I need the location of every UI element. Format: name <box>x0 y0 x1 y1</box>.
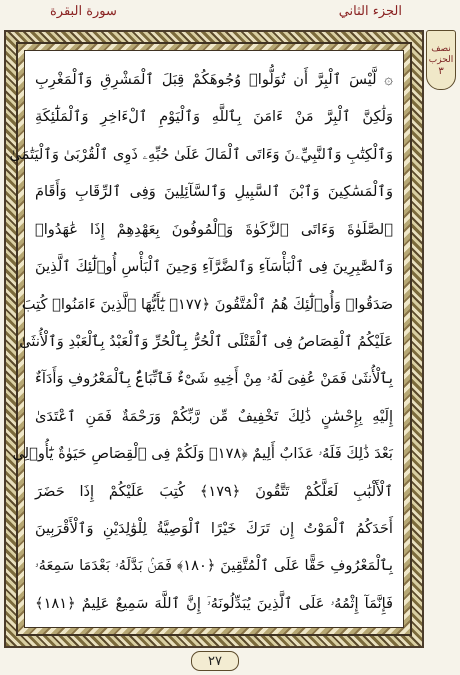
verse-line: بِٱلْأُنثَىٰ فَمَنْ عُفِىَ لَهُۥ مِنْ أَخِيهِ شَىْءٌ فَٱتِّبَاعٌۢ بِٱلْمَعْرُوفِ وَأَدَآءٌ <box>35 370 393 388</box>
verse-line: بَعْدَ ذَٰلِكَ فَلَهُۥ عَذَابٌ أَلِيمٌ ﴿١٧٨﴾ وَلَكُمْ فِى ٱلْقِصَاصِ حَيَوٰةٌ يَٰٓأُو۟لِى <box>12 445 393 463</box>
page-header <box>40 0 420 28</box>
hizb-marker-line2: الحزب <box>428 54 454 65</box>
verse-line: صَدَقُوا۟ وَأُو۟لَٰٓئِكَ هُمُ ٱلْمُتَّقُونَ ﴿١٧٧﴾ يَٰٓأَيُّهَا ٱلَّذِينَ ءَامَنُوا۟ كُتِبَ <box>21 295 393 313</box>
page-footer <box>0 650 430 672</box>
verse-line: ٱلصَّلَوٰةَ وَءَاتَى ٱلزَّكَوٰةَ وَٱلْمُوفُونَ بِعَهْدِهِمْ إِذَا عَٰهَدُوا۟ <box>35 220 393 238</box>
verse-line: ٱلْأَلْبَٰبِ لَعَلَّكُمْ تَتَّقُونَ ﴿١٧٩﴾ كُتِبَ عَلَيْكُمْ إِذَا حَضَرَ <box>35 482 394 500</box>
juz-title: الجزء الثاني <box>338 4 402 19</box>
surah-title: سورة البقرة <box>50 4 117 19</box>
verse-line: إِلَيْهِ بِإِحْسَٰنٍ ذَٰلِكَ تَخْفِيفٌ مِّن رَّبِّكُمْ وَرَحْمَةٌ فَمَنِ ٱعْتَدَىٰ <box>35 407 393 425</box>
verse-line: وَٱلْمَسَٰكِينَ وَٱبْنَ ٱلسَّبِيلِ وَٱلسَّآئِلِينَ وَفِى ٱلرِّقَابِ وَأَقَامَ <box>35 183 393 201</box>
verse-line: وَلَٰكِنَّ ٱلْبِرَّ مَنْ ءَامَنَ بِٱللَّهِ وَٱلْيَوْمِ ٱلْءَاخِرِ وَٱلْمَلَٰٓئِكَةِ <box>35 108 393 126</box>
hizb-marker-number: ٣ <box>438 65 444 77</box>
hizb-marker <box>426 30 456 90</box>
verse-lines <box>9 65 394 619</box>
verse-line: فَإِنَّمَآ إِثْمُهُۥ عَلَى ٱلَّذِينَ يُبَدِّلُونَهُۥٓ إِنَّ ٱللَّهَ سَمِيعٌ عَلِيمٌ ﴿١٨١﴾ <box>35 594 393 612</box>
verse-line: أَحَدَكُمُ ٱلْمَوْتُ إِن تَرَكَ خَيْرًا ٱلْوَصِيَّةُ لِلْوَٰلِدَيْنِ وَٱلْأَقْرَبِينَ <box>35 520 393 538</box>
verse-line: بِٱلْمَعْرُوفِ حَقًّا عَلَى ٱلْمُتَّقِينَ ﴿١٨٠﴾ فَمَنۢ بَدَّلَهُۥ بَعْدَمَا سَمِعَهُۥ <box>35 557 393 575</box>
verse-line: وَٱلْكِتَٰبِ وَٱلنَّبِيِّۦنَ وَءَاتَى ٱلْمَالَ عَلَىٰ حُبِّهِۦ ذَوِى ٱلْقُرْبَىٰ وَٱلْيَتَٰمَىٰ <box>9 145 393 163</box>
verse-line: وَٱلصَّٰبِرِينَ فِى ٱلْبَأْسَآءِ وَٱلضَّرَّآءِ وَحِينَ ٱلْبَأْسِ أُو۟لَٰٓئِكَ ٱلَّذِينَ <box>35 258 393 276</box>
page-number: ٢٧ <box>191 651 239 671</box>
ornamental-border <box>4 30 424 648</box>
verse-line: ۞ لَّيْسَ ٱلْبِرَّ أَن تُوَلُّوا۟ وُجُوهَكُمْ قِبَلَ ٱلْمَشْرِقِ وَٱلْمَغْرِبِ <box>35 71 393 88</box>
text-panel <box>9 50 404 628</box>
verse-line: عَلَيْكُمُ ٱلْقِصَاصُ فِى ٱلْقَتْلَى ٱلْحُرُّ بِٱلْحُرِّ وَٱلْعَبْدُ بِٱلْعَبْدِ وَٱلْأُنثَىٰ <box>19 332 393 350</box>
hizb-marker-line1: نصف <box>431 43 451 54</box>
